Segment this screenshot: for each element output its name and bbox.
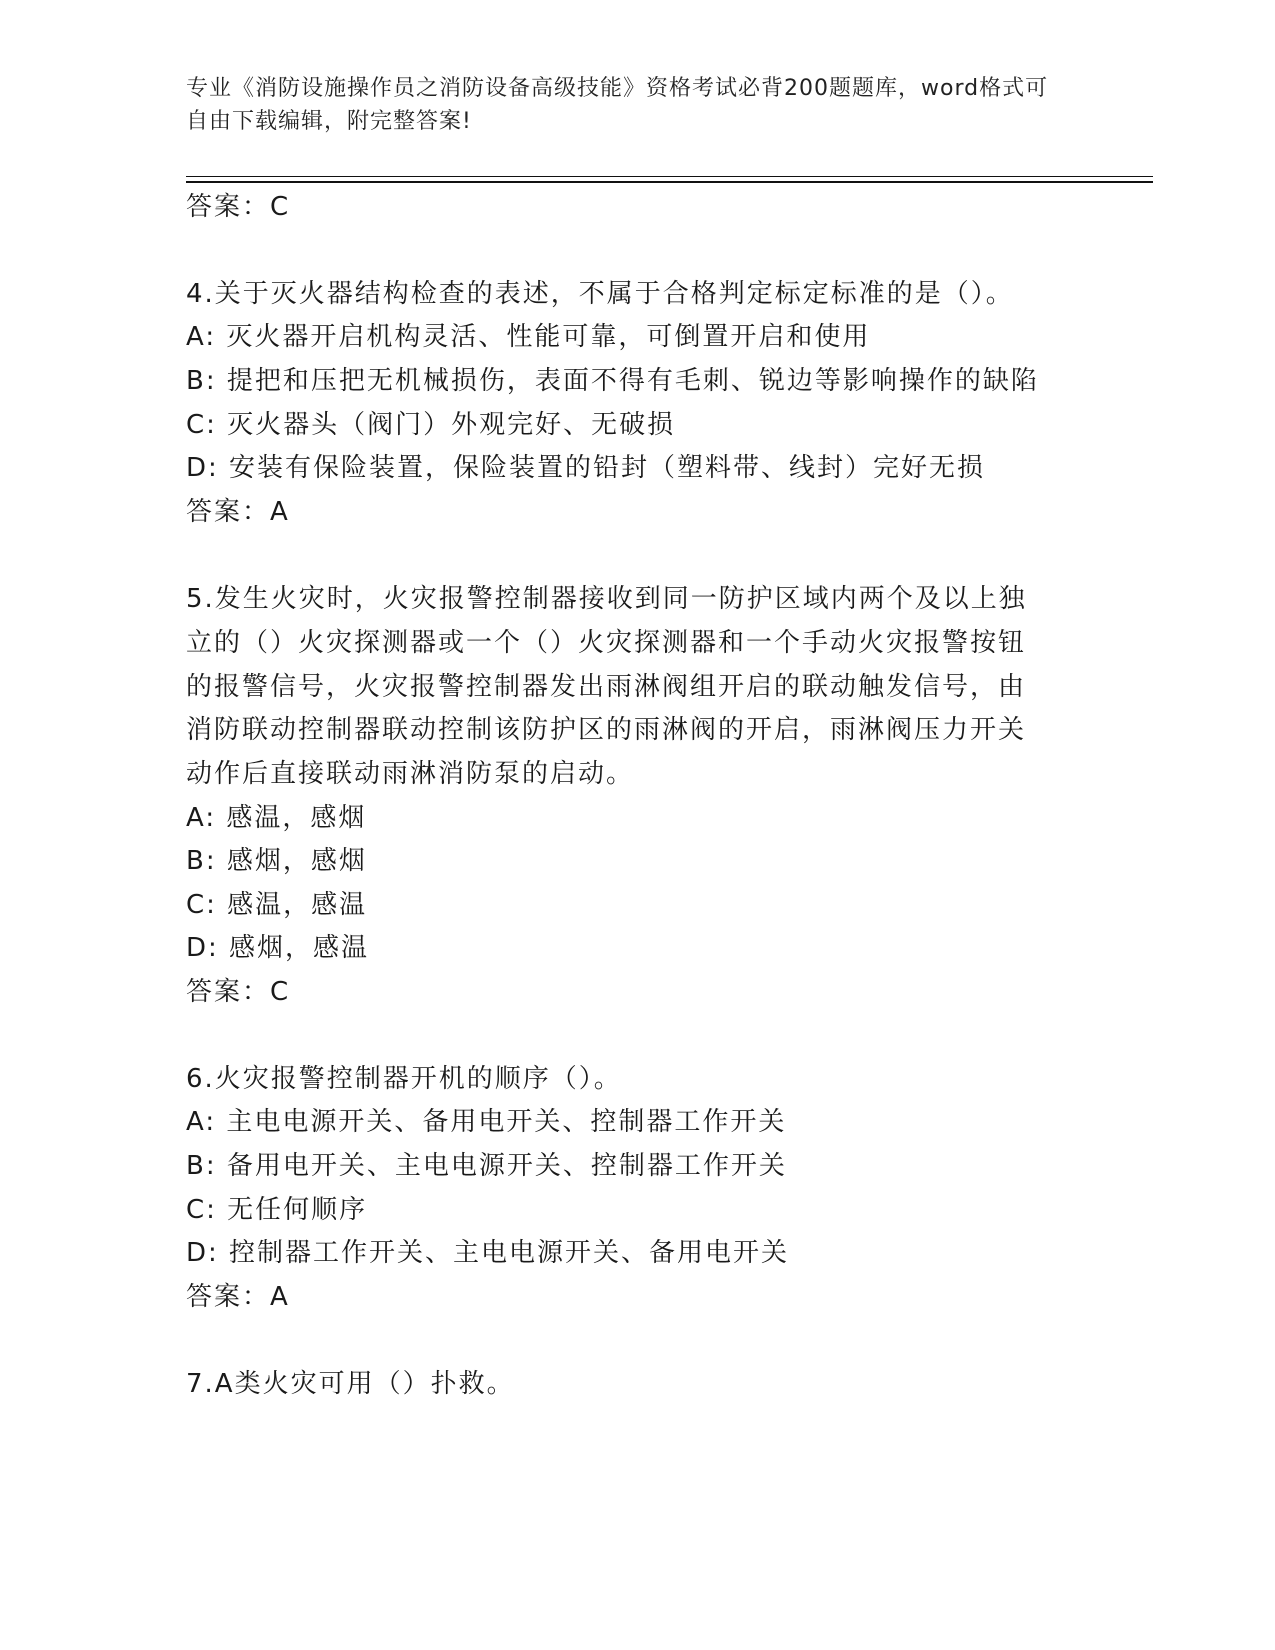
q4-option-c: C: 灭火器头（阀门）外观完好、无破损: [186, 410, 676, 440]
q4-stem: 4.关于灭火器结构检查的表述，不属于合格判定标定标准的是（）。: [186, 279, 1014, 309]
q5-stem-line-2: 立的（）火灾探测器或一个（）火灾探测器和一个手动火灾报警按钮: [186, 628, 1027, 658]
q6-option-d: D: 控制器工作开关、主电电源开关、备用电开关: [186, 1238, 790, 1268]
q4-option-d: D: 安装有保险装置，保险装置的铅封（塑料带、线封）完好无损: [186, 453, 986, 483]
q6-option-b: B: 备用电开关、主电电源开关、控制器工作开关: [186, 1151, 787, 1181]
q4-option-b: B: 提把和压把无机械损伤，表面不得有毛刺、锐边等影响操作的缺陷: [186, 366, 1039, 396]
q6-stem: 6.火灾报警控制器开机的顺序（）。: [186, 1064, 622, 1094]
q5-answer: 答案：C: [186, 977, 291, 1007]
q3-answer: 答案：C: [186, 192, 291, 222]
header-divider-thick: [186, 181, 1153, 183]
q5-stem-line-5: 动作后直接联动雨淋消防泵的启动。: [186, 759, 635, 789]
header-divider-thin: [186, 176, 1153, 177]
q4-option-a: A: 灭火器开启机构灵活、性能可靠，可倒置开启和使用: [186, 322, 871, 352]
q5-option-c: C: 感温，感温: [186, 890, 368, 920]
q7-stem: 7.A类火灾可用（）扑救。: [186, 1369, 515, 1399]
q6-option-a: A: 主电电源开关、备用电开关、控制器工作开关: [186, 1107, 787, 1137]
q5-stem-line-1: 5.发生火灾时，火灾报警控制器接收到同一防护区域内两个及以上独: [186, 584, 1027, 614]
q5-option-a: A: 感温，感烟: [186, 803, 367, 833]
q5-stem-line-3: 的报警信号，火灾报警控制器发出雨淋阀组开启的联动触发信号，由: [186, 672, 1027, 702]
q5-option-d: D: 感烟，感温: [186, 933, 370, 963]
q4-answer: 答案：A: [186, 497, 290, 527]
q6-answer: 答案：A: [186, 1282, 290, 1312]
q5-stem-line-4: 消防联动控制器联动控制该防护区的雨淋阀的开启，雨淋阀压力开关: [186, 715, 1027, 745]
document-header: 专业《消防设施操作员之消防设备高级技能》资格考试必背200题题库，word格式可自由下载编辑，附完整答案!: [186, 76, 1049, 134]
q5-option-b: B: 感烟，感烟: [186, 846, 367, 876]
q6-option-c: C: 无任何顺序: [186, 1195, 368, 1225]
